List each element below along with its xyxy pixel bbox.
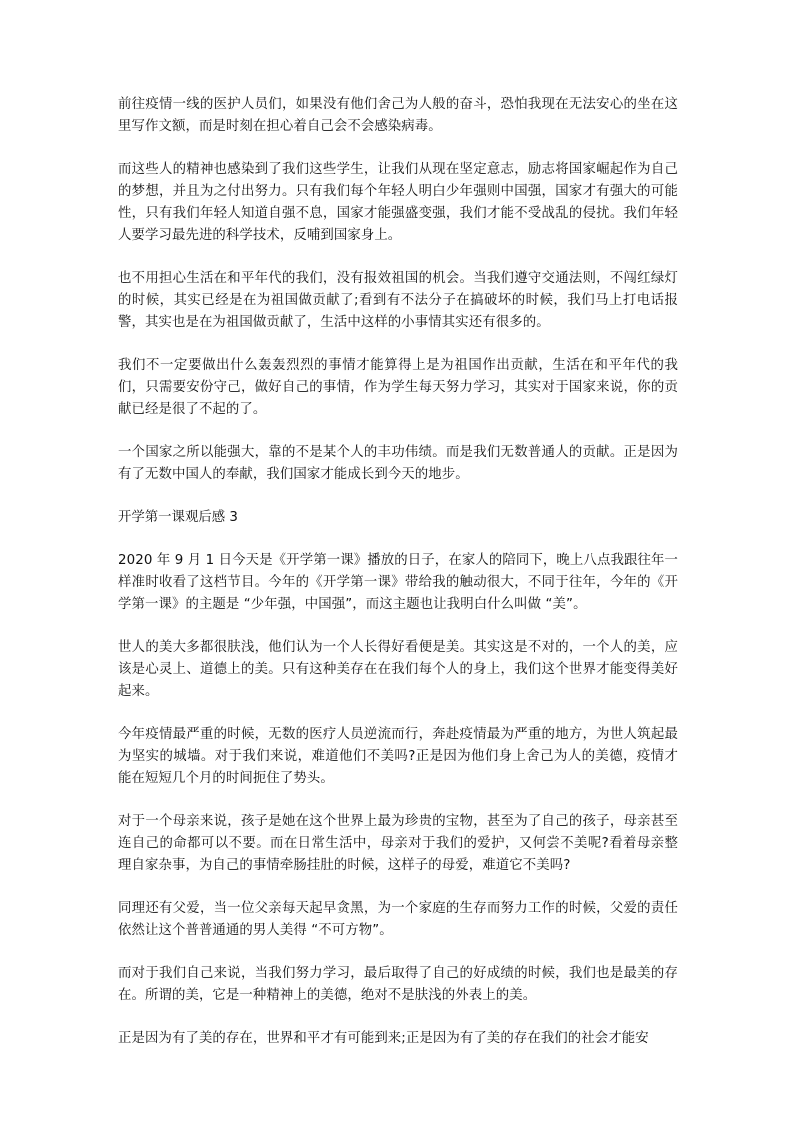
paragraph: 也不用担心生活在和平年代的我们，没有报效祖国的机会。当我们遵守交通法则，不闯红绿灯的时候，其实已经是在为祖国做贡献了;看到有不法分子在搞破坏的时候，我们马上打电话报警，其实也是在为祖国做贡献了，生活中这样的小事情其实还有很多的。 (118, 271, 678, 330)
paragraph: 我们不一定要做出什么轰轰烈烈的事情才能算得上是为祖国作出贡献，生活在和平年代的我们，只需要安份守己，做好自己的事情，作为学生每天努力学习，其实对于国家来说，你的贡献已经是很了不起的了。 (118, 358, 678, 417)
paragraph: 正是因为有了美的存在，世界和平才有可能到来;正是因为有了美的存在我们的社会才能安 (118, 1031, 649, 1046)
section-heading: 开学第一课观后感 3 (118, 510, 238, 525)
paragraph: 同理还有父爱，当一位父亲每天起早贪黑，为一个家庭的生存而努力工作的时候，父爱的责任依然让这个普普通通的男人美得 “不可方物”。 (118, 901, 678, 938)
paragraph: 对于一个母亲来说，孩子是她在这个世界上最为珍贵的宝物，甚至为了自己的孩子，母亲甚至连自己的命都可以不要。而在日常生活中，母亲对于我们的爱护，又何尝不美呢?看着母亲整理自家杂事，为自己的事情牵肠挂肚的时候，这样子的母爱，难道它不美吗? (118, 814, 678, 873)
paragraph: 而对于我们自己来说，当我们努力学习，最后取得了自己的好成绩的时候，我们也是最美的存在。所谓的美，它是一种精神上的美德，绝对不是肤浅的外表上的美。 (118, 966, 678, 1003)
paragraph: 一个国家之所以能强大，靠的不是某个人的丰功伟绩。而是我们无数普通人的贡献。正是因为有了无数中国人的奉献，我们国家才能成长到今天的地步。 (118, 445, 678, 482)
document-body (118, 94, 678, 1071)
paragraph: 世人的美大多都很肤浅，他们认为一个人长得好看便是美。其实这是不对的，一个人的美，应该是心灵上、道德上的美。只有这种美存在在我们每个人的身上，我们这个世界才能变得美好起来。 (118, 640, 678, 699)
paragraph: 前往疫情一线的医护人员们，如果没有他们舍己为人般的奋斗，恐怕我现在无法安心的坐在这里写作文额，而是时刻在担心着自己会不会感染病毒。 (118, 97, 678, 134)
paragraph: 2020 年 9 月 1 日今天是《开学第一课》播放的日子，在家人的陪同下，晚上八点我跟往年一样准时收看了这档节目。今年的《开学第一课》带给我的触动很大，不同于往年，今年的《开学第一课》的主题是 “少年强，中国强”，而这主题也让我明白什么叫做 “美”。 (118, 553, 678, 612)
paragraph: 今年疫情最严重的时候，无数的医疗人员逆流而行，奔赴疫情最为严重的地方，为世人筑起最为坚实的城墙。对于我们来说，难道他们不美吗?正是因为他们身上舍己为人的美德，疫情才能在短短几个月的时间扼住了势头。 (118, 727, 678, 786)
paragraph: 而这些人的精神也感染到了我们这些学生，让我们从现在坚定意志，励志将国家崛起作为自己的梦想，并且为之付出努力。只有我们每个年轻人明白少年强则中国强，国家才有强大的可能性，只有我们年轻人知道自强不息，国家才能强盛变强，我们才能不受战乱的侵扰。我们年轻人要学习最先进的科学技术，反哺到国家身上。 (118, 162, 678, 243)
